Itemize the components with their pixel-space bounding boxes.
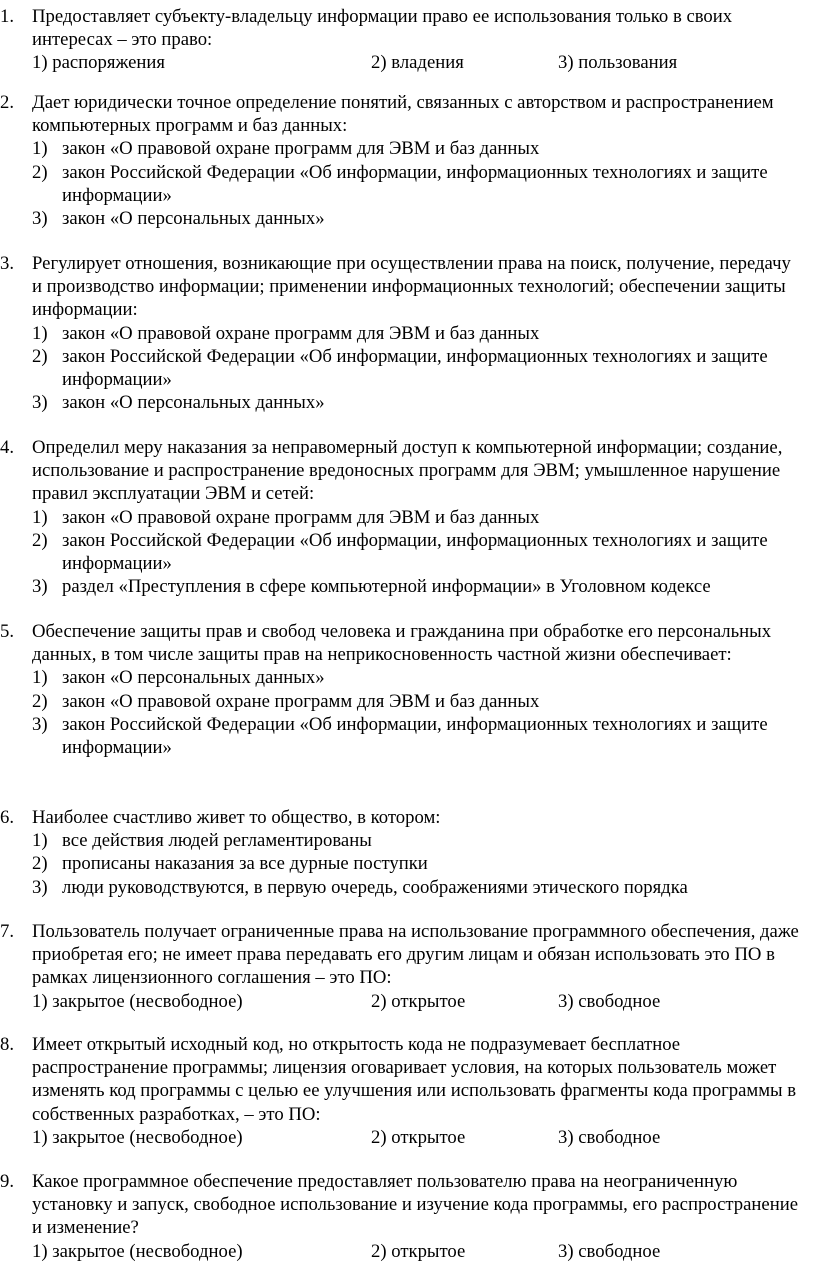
option-text: закон «О персональных данных» <box>62 208 325 230</box>
option-2 <box>32 345 800 391</box>
option-number: 1) <box>32 322 48 344</box>
inline-options <box>32 1126 800 1149</box>
option-3: 3) свободное <box>558 1126 661 1148</box>
option-3: 3) пользования <box>558 52 678 74</box>
option-1 <box>32 666 800 689</box>
option-text: закон Российской Федерации «Об информации, информационных технологиях и защите информации» <box>62 713 768 759</box>
option-3: 3) свободное <box>558 990 661 1012</box>
question-number: 4. <box>0 437 15 458</box>
option-text: закон Российской Федерации «Об информации, информационных технологиях и защите информации» <box>62 161 768 206</box>
question-9 <box>0 1170 800 1263</box>
option-2 <box>32 690 800 713</box>
question-4 <box>0 436 800 598</box>
option-2 <box>32 529 800 575</box>
question-text: Дает юридически точное определение понятий, связанных с авторством и распространением компьютерных программ и баз данных: <box>32 92 774 137</box>
question-text: Определил меру наказания за неправомерный доступ к компьютерной информации; создание, использование и распространение вредоносных программ для ЭВМ; умышленное нарушение правил эксплуатации ЭВМ и сетей: <box>32 437 783 505</box>
option-number: 3) <box>32 713 48 735</box>
option-number: 2) <box>32 853 48 875</box>
option-3: 3) свободное <box>558 1240 661 1262</box>
option-number: 1) <box>32 506 48 528</box>
question-2 <box>0 91 800 230</box>
question-number: 5. <box>0 621 15 642</box>
question-number: 2. <box>0 92 15 113</box>
option-1 <box>32 506 800 529</box>
option-number: 2) <box>32 529 48 551</box>
option-text: закон Российской Федерации «Об информации, информационных технологиях и защите информации» <box>62 345 768 391</box>
option-text: закон «О правовой охране программ для ЭВМ и баз данных <box>62 690 540 712</box>
inline-options <box>32 1240 800 1263</box>
question-3 <box>0 252 800 414</box>
option-text: закон «О правовой охране программ для ЭВМ и баз данных <box>62 322 540 344</box>
question-text: Обеспечение защиты прав и свобод человека и гражданина при обработке его персональных данных, в том числе защиты прав на неприкосновенность частной жизни обеспечивает: <box>32 621 772 666</box>
option-1 <box>32 322 800 345</box>
question-number: 6. <box>0 807 15 828</box>
option-3 <box>32 713 800 759</box>
option-3 <box>32 876 800 899</box>
inline-options <box>32 51 800 74</box>
option-2 <box>32 852 800 875</box>
question-text: Предоставляет субъекту-владельцу информации право ее использования только в своих интересах – это право: <box>32 6 733 51</box>
question-8 <box>0 1033 800 1149</box>
question-text: Наиболее счастливо живет то общество, в котором: <box>32 807 441 828</box>
question-number: 9. <box>0 1171 15 1192</box>
option-number: 2) <box>32 161 48 183</box>
option-text: прописаны наказания за все дурные поступки <box>62 853 428 875</box>
option-number: 1) <box>32 667 48 689</box>
option-2: 2) владения <box>371 52 464 74</box>
question-6 <box>0 806 800 899</box>
option-number: 3) <box>32 876 48 898</box>
question-1 <box>0 5 800 75</box>
option-2: 2) открытое <box>371 990 466 1012</box>
question-text: Имеет открытый исходный код, но открытость кода не подразумевает бесплатное распространение программы; лицензия оговаривает условия, на которых пользователь может изменять код программы с целью ее улучшения или использовать фрагменты кода программы в собственных разработках, – это ПО: <box>32 1034 797 1125</box>
option-text: раздел «Преступления в сфере компьютерной информации» в Уголовном кодексе <box>62 576 711 598</box>
question-number: 3. <box>0 253 15 274</box>
option-text: все действия людей регламентированы <box>62 830 372 852</box>
option-number: 2) <box>32 345 48 367</box>
option-3 <box>32 575 800 598</box>
option-number: 2) <box>32 690 48 712</box>
inline-options <box>32 990 800 1013</box>
option-text: закон «О правовой охране программ для ЭВМ и баз данных <box>62 138 540 160</box>
option-text: закон «О правовой охране программ для ЭВМ и баз данных <box>62 506 540 528</box>
option-2: 2) открытое <box>371 1240 466 1262</box>
option-1 <box>32 137 800 160</box>
question-text: Какое программное обеспечение предоставляет пользователю права на неограниченную установку и запуск, свободное использование и изучение кода программы, его распространение и изменение? <box>32 1171 799 1239</box>
option-number: 3) <box>32 576 48 598</box>
option-text: закон «О персональных данных» <box>62 392 325 414</box>
option-3 <box>32 207 800 230</box>
question-7 <box>0 920 800 1013</box>
option-text: закон «О персональных данных» <box>62 667 325 689</box>
option-1: 1) закрытое (несвободное) <box>32 1126 243 1148</box>
question-5 <box>0 620 800 759</box>
option-text: люди руководствуются, в первую очередь, соображениями этического порядка <box>62 876 688 898</box>
option-number: 1) <box>32 138 48 160</box>
option-number: 1) <box>32 830 48 852</box>
question-number: 8. <box>0 1034 15 1055</box>
option-1: 1) распоряжения <box>32 52 166 74</box>
option-2 <box>32 161 800 207</box>
option-1: 1) закрытое (несвободное) <box>32 990 243 1012</box>
option-number: 3) <box>32 208 48 230</box>
option-number: 3) <box>32 392 48 414</box>
question-number: 1. <box>0 6 15 27</box>
question-text: Пользователь получает ограниченные права на использование программного обеспечения, даже приобретая его; не имеет права передавать его другим лицам и обязан использовать это ПО в рамках лицензионного соглашения – это ПО: <box>32 921 799 989</box>
question-text: Регулирует отношения, возникающие при осуществлении права на поиск, получение, передачу и производство информации; применении информационных технологий; обеспечении защиты информации: <box>32 253 791 321</box>
option-1: 1) закрытое (несвободное) <box>32 1240 243 1262</box>
option-1 <box>32 829 800 852</box>
option-2: 2) открытое <box>371 1126 466 1148</box>
option-text: закон Российской Федерации «Об информации, информационных технологиях и защите информации» <box>62 529 768 575</box>
question-number: 7. <box>0 921 15 942</box>
option-3 <box>32 391 800 414</box>
